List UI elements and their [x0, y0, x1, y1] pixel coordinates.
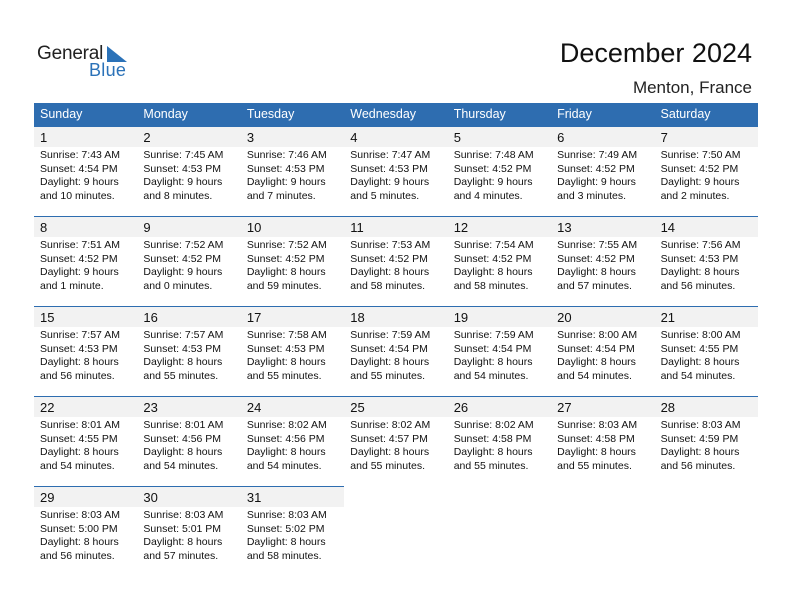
day-minutes: and 55 minutes. [350, 459, 425, 472]
day-minutes: and 55 minutes. [557, 459, 632, 472]
generalblue-logo [37, 42, 147, 82]
day-sunset: Sunset: 4:53 PM [143, 342, 222, 355]
day-cell [34, 397, 137, 487]
day-number: 15 [40, 310, 55, 325]
day-sunrise: Sunrise: 7:57 AM [143, 329, 224, 341]
day-sunset: Sunset: 4:53 PM [246, 342, 325, 355]
weekday-monday: Monday [143, 107, 188, 121]
day-sun-info [143, 419, 223, 473]
day-number: 5 [453, 130, 461, 145]
day-minutes: and 4 minutes. [453, 189, 523, 202]
week-row [34, 306, 758, 397]
day-number: 2 [143, 130, 151, 145]
day-cell [448, 127, 551, 217]
weekday-wednesday: Wednesday [350, 107, 417, 121]
day-sun-info [350, 149, 430, 203]
day-cell [137, 307, 240, 397]
day-cell [655, 397, 758, 487]
day-cell [344, 307, 447, 397]
day-sunset: Sunset: 4:53 PM [143, 162, 222, 175]
day-sunrise: Sunrise: 8:03 AM [660, 419, 741, 431]
day-sun-info [661, 149, 741, 203]
day-daylight: Daylight: 8 hours [660, 446, 740, 459]
day-daylight: Daylight: 9 hours [453, 176, 533, 189]
day-sun-info [350, 239, 430, 293]
day-number: 11 [350, 220, 364, 235]
day-cell [448, 307, 551, 397]
day-cell [551, 217, 654, 307]
day-sun-info [247, 329, 327, 383]
week-row [34, 126, 758, 217]
day-sunrise: Sunrise: 7:47 AM [350, 149, 431, 161]
day-minutes: and 54 minutes. [40, 459, 115, 472]
day-daylight: Daylight: 8 hours [40, 536, 119, 549]
day-daylight: Daylight: 9 hours [350, 176, 430, 189]
day-number: 23 [143, 400, 158, 415]
day-minutes: and 55 minutes. [453, 459, 529, 472]
day-sun-info [40, 509, 120, 563]
day-sun-info [247, 239, 327, 293]
day-number: 12 [453, 220, 469, 235]
day-cell [34, 307, 137, 397]
day-sunrise: Sunrise: 7:56 AM [660, 239, 741, 251]
day-minutes: and 58 minutes. [453, 279, 529, 292]
day-minutes: and 3 minutes. [557, 189, 627, 202]
day-sun-info [661, 329, 741, 383]
day-cell [655, 217, 758, 307]
day-sun-info [247, 419, 327, 473]
day-sunset: Sunset: 4:54 PM [350, 342, 428, 355]
day-number: 3 [246, 130, 255, 145]
day-minutes: and 1 minute. [40, 279, 104, 292]
day-sunrise: Sunrise: 8:03 AM [143, 509, 224, 521]
day-daylight: Daylight: 8 hours [143, 536, 223, 549]
day-sun-info [557, 419, 637, 473]
day-daylight: Daylight: 9 hours [660, 176, 740, 189]
day-daylight: Daylight: 8 hours [246, 266, 326, 279]
day-cell [34, 217, 137, 307]
day-number: 30 [143, 490, 158, 505]
day-minutes: and 10 minutes. [40, 189, 115, 202]
day-sun-info [143, 149, 223, 203]
day-sun-info [40, 149, 120, 203]
day-daylight: Daylight: 8 hours [40, 356, 119, 369]
week-row [34, 396, 758, 487]
day-number: 21 [660, 310, 676, 325]
day-minutes: and 8 minutes. [143, 189, 213, 202]
day-number: 7 [660, 130, 668, 145]
day-sun-info [557, 329, 637, 383]
day-sunset: Sunset: 4:54 PM [40, 162, 118, 175]
day-number: 29 [40, 490, 55, 505]
day-cell [137, 217, 240, 307]
day-sunset: Sunset: 4:52 PM [350, 252, 428, 265]
day-sunrise: Sunrise: 8:02 AM [350, 419, 431, 431]
day-cell [344, 217, 447, 307]
weekday-tuesday: Tuesday [246, 107, 295, 121]
day-sunset: Sunset: 4:53 PM [350, 162, 428, 175]
logo-word-general: General [37, 43, 104, 64]
day-minutes: and 54 minutes. [143, 459, 219, 472]
day-daylight: Daylight: 8 hours [557, 356, 636, 369]
day-cell [34, 487, 137, 577]
weekday-header [34, 103, 758, 126]
day-sunrise: Sunrise: 8:03 AM [246, 509, 327, 521]
day-number: 16 [143, 310, 158, 325]
day-cell [137, 397, 240, 487]
day-daylight: Daylight: 8 hours [660, 266, 740, 279]
day-sunset: Sunset: 4:52 PM [557, 162, 635, 175]
day-cell [241, 307, 344, 397]
day-cell [241, 487, 344, 577]
day-number: 17 [246, 310, 262, 325]
day-sun-info [350, 419, 430, 473]
day-daylight: Daylight: 9 hours [143, 176, 223, 189]
day-cell [551, 307, 654, 397]
day-sunrise: Sunrise: 7:58 AM [246, 329, 327, 341]
day-cell [241, 127, 344, 217]
day-sun-info [143, 329, 223, 383]
day-cell [241, 217, 344, 307]
day-number: 22 [40, 400, 55, 415]
day-daylight: Daylight: 8 hours [40, 446, 119, 459]
day-number: 8 [40, 220, 48, 235]
week-row [34, 486, 344, 577]
calendar-title: December 2024 [559, 38, 752, 68]
day-daylight: Daylight: 8 hours [350, 446, 430, 459]
day-cell [655, 307, 758, 397]
day-sunrise: Sunrise: 7:59 AM [350, 329, 431, 341]
day-sunrise: Sunrise: 7:48 AM [453, 149, 534, 161]
day-minutes: and 58 minutes. [246, 549, 322, 562]
day-sunrise: Sunrise: 7:50 AM [660, 149, 741, 161]
day-sunset: Sunset: 4:56 PM [143, 432, 222, 445]
day-minutes: and 57 minutes. [557, 279, 632, 292]
weekday-thursday: Thursday [453, 107, 506, 121]
day-minutes: and 57 minutes. [143, 549, 219, 562]
day-daylight: Daylight: 8 hours [143, 356, 223, 369]
day-sun-info [40, 239, 120, 293]
day-daylight: Daylight: 8 hours [453, 446, 533, 459]
day-cell [344, 397, 447, 487]
day-minutes: and 54 minutes. [453, 369, 529, 382]
day-sun-info [557, 149, 637, 203]
day-sunrise: Sunrise: 7:55 AM [557, 239, 638, 251]
day-sunset: Sunset: 4:59 PM [660, 432, 739, 445]
day-minutes: and 2 minutes. [660, 189, 730, 202]
day-number: 6 [557, 130, 565, 145]
day-number: 27 [557, 400, 572, 415]
day-daylight: Daylight: 8 hours [453, 356, 533, 369]
day-sunrise: Sunrise: 7:43 AM [40, 149, 120, 161]
day-sunset: Sunset: 5:02 PM [246, 522, 325, 535]
day-sun-info [454, 419, 534, 473]
day-daylight: Daylight: 8 hours [350, 266, 430, 279]
day-number: 24 [246, 400, 262, 415]
day-number: 9 [143, 220, 151, 235]
day-sun-info [454, 149, 534, 203]
day-sunrise: Sunrise: 8:02 AM [453, 419, 534, 431]
day-daylight: Daylight: 9 hours [246, 176, 326, 189]
day-daylight: Daylight: 8 hours [143, 446, 223, 459]
day-sunset: Sunset: 4:52 PM [143, 252, 222, 265]
day-minutes: and 56 minutes. [40, 549, 115, 562]
day-cell [137, 127, 240, 217]
day-sun-info [247, 149, 327, 203]
day-sunset: Sunset: 4:53 PM [246, 162, 325, 175]
day-number: 26 [453, 400, 469, 415]
day-number: 18 [350, 310, 365, 325]
day-sunrise: Sunrise: 8:00 AM [557, 329, 638, 341]
day-sunset: Sunset: 4:52 PM [40, 252, 118, 265]
day-sunrise: Sunrise: 7:49 AM [557, 149, 638, 161]
day-sunrise: Sunrise: 8:01 AM [40, 419, 120, 431]
day-sun-info [350, 329, 430, 383]
day-number: 28 [660, 400, 676, 415]
day-number: 25 [350, 400, 365, 415]
day-sunrise: Sunrise: 7:53 AM [350, 239, 431, 251]
day-sunrise: Sunrise: 7:45 AM [143, 149, 224, 161]
day-minutes: and 56 minutes. [40, 369, 115, 382]
weekday-saturday: Saturday [660, 107, 711, 121]
day-daylight: Daylight: 8 hours [246, 356, 326, 369]
day-sunset: Sunset: 5:00 PM [40, 522, 118, 535]
day-daylight: Daylight: 8 hours [246, 536, 326, 549]
day-sunset: Sunset: 4:53 PM [40, 342, 118, 355]
day-sunset: Sunset: 4:54 PM [453, 342, 532, 355]
day-minutes: and 5 minutes. [350, 189, 420, 202]
day-minutes: and 0 minutes. [143, 279, 213, 292]
day-sunrise: Sunrise: 7:52 AM [246, 239, 327, 251]
day-number: 13 [557, 220, 572, 235]
day-daylight: Daylight: 8 hours [557, 446, 636, 459]
day-daylight: Daylight: 8 hours [557, 266, 636, 279]
day-sunset: Sunset: 5:01 PM [143, 522, 222, 535]
day-sunrise: Sunrise: 8:03 AM [40, 509, 120, 521]
day-sunset: Sunset: 4:54 PM [557, 342, 635, 355]
day-cell [344, 127, 447, 217]
day-daylight: Daylight: 8 hours [246, 446, 326, 459]
day-daylight: Daylight: 9 hours [40, 176, 119, 189]
day-daylight: Daylight: 8 hours [453, 266, 533, 279]
week-row [34, 216, 758, 307]
day-cell [448, 397, 551, 487]
day-sunrise: Sunrise: 7:54 AM [453, 239, 534, 251]
day-cell [551, 127, 654, 217]
day-minutes: and 54 minutes. [557, 369, 632, 382]
day-number: 19 [453, 310, 469, 325]
day-sun-info [40, 329, 120, 383]
day-daylight: Daylight: 9 hours [557, 176, 636, 189]
day-sunset: Sunset: 4:52 PM [557, 252, 635, 265]
day-minutes: and 54 minutes. [660, 369, 736, 382]
day-sun-info [661, 239, 741, 293]
day-sunset: Sunset: 4:55 PM [40, 432, 118, 445]
day-sunset: Sunset: 4:52 PM [246, 252, 325, 265]
day-sun-info [454, 239, 534, 293]
day-daylight: Daylight: 9 hours [40, 266, 119, 279]
day-sunrise: Sunrise: 7:46 AM [246, 149, 327, 161]
day-sunrise: Sunrise: 8:03 AM [557, 419, 638, 431]
day-sunset: Sunset: 4:53 PM [660, 252, 739, 265]
day-sun-info [661, 419, 741, 473]
day-sunset: Sunset: 4:56 PM [246, 432, 325, 445]
day-sunset: Sunset: 4:55 PM [660, 342, 739, 355]
weekday-friday: Friday [557, 107, 592, 121]
day-minutes: and 58 minutes. [350, 279, 425, 292]
day-number: 31 [246, 490, 262, 505]
day-minutes: and 55 minutes. [246, 369, 322, 382]
day-daylight: Daylight: 8 hours [350, 356, 430, 369]
day-minutes: and 7 minutes. [246, 189, 316, 202]
day-daylight: Daylight: 9 hours [143, 266, 223, 279]
day-sunrise: Sunrise: 7:51 AM [40, 239, 120, 251]
logo-word-blue: Blue [89, 60, 127, 80]
weekday-sunday: Sunday [40, 107, 83, 121]
day-cell [551, 397, 654, 487]
day-minutes: and 55 minutes. [350, 369, 425, 382]
day-daylight: Daylight: 8 hours [660, 356, 740, 369]
day-sunrise: Sunrise: 8:00 AM [660, 329, 741, 341]
day-sun-info [143, 239, 223, 293]
day-number: 14 [660, 220, 676, 235]
day-number: 10 [246, 220, 262, 235]
day-number: 4 [350, 130, 358, 145]
day-sun-info [557, 239, 637, 293]
day-minutes: and 59 minutes. [246, 279, 322, 292]
day-cell [655, 127, 758, 217]
day-cell [34, 127, 137, 217]
day-sunset: Sunset: 4:58 PM [557, 432, 635, 445]
day-number: 1 [40, 130, 48, 145]
day-sunrise: Sunrise: 7:57 AM [40, 329, 120, 341]
day-sunrise: Sunrise: 7:52 AM [143, 239, 224, 251]
day-number: 20 [557, 310, 572, 325]
calendar-grid [34, 103, 758, 562]
day-minutes: and 54 minutes. [246, 459, 322, 472]
day-sunset: Sunset: 4:52 PM [453, 162, 532, 175]
day-sun-info [454, 329, 534, 383]
day-sunset: Sunset: 4:57 PM [350, 432, 428, 445]
day-minutes: and 56 minutes. [660, 459, 736, 472]
day-sun-info [247, 509, 327, 563]
day-cell [448, 217, 551, 307]
day-sunrise: Sunrise: 7:59 AM [453, 329, 534, 341]
day-cell [241, 397, 344, 487]
day-sunset: Sunset: 4:52 PM [660, 162, 739, 175]
day-sunrise: Sunrise: 8:02 AM [246, 419, 327, 431]
day-minutes: and 56 minutes. [660, 279, 736, 292]
day-sunset: Sunset: 4:58 PM [453, 432, 532, 445]
day-sun-info [143, 509, 223, 563]
day-cell [137, 487, 240, 577]
day-sunset: Sunset: 4:52 PM [453, 252, 532, 265]
day-minutes: and 55 minutes. [143, 369, 219, 382]
day-sunrise: Sunrise: 8:01 AM [143, 419, 224, 431]
calendar-location: Menton, France [632, 78, 752, 97]
day-sun-info [40, 419, 120, 473]
